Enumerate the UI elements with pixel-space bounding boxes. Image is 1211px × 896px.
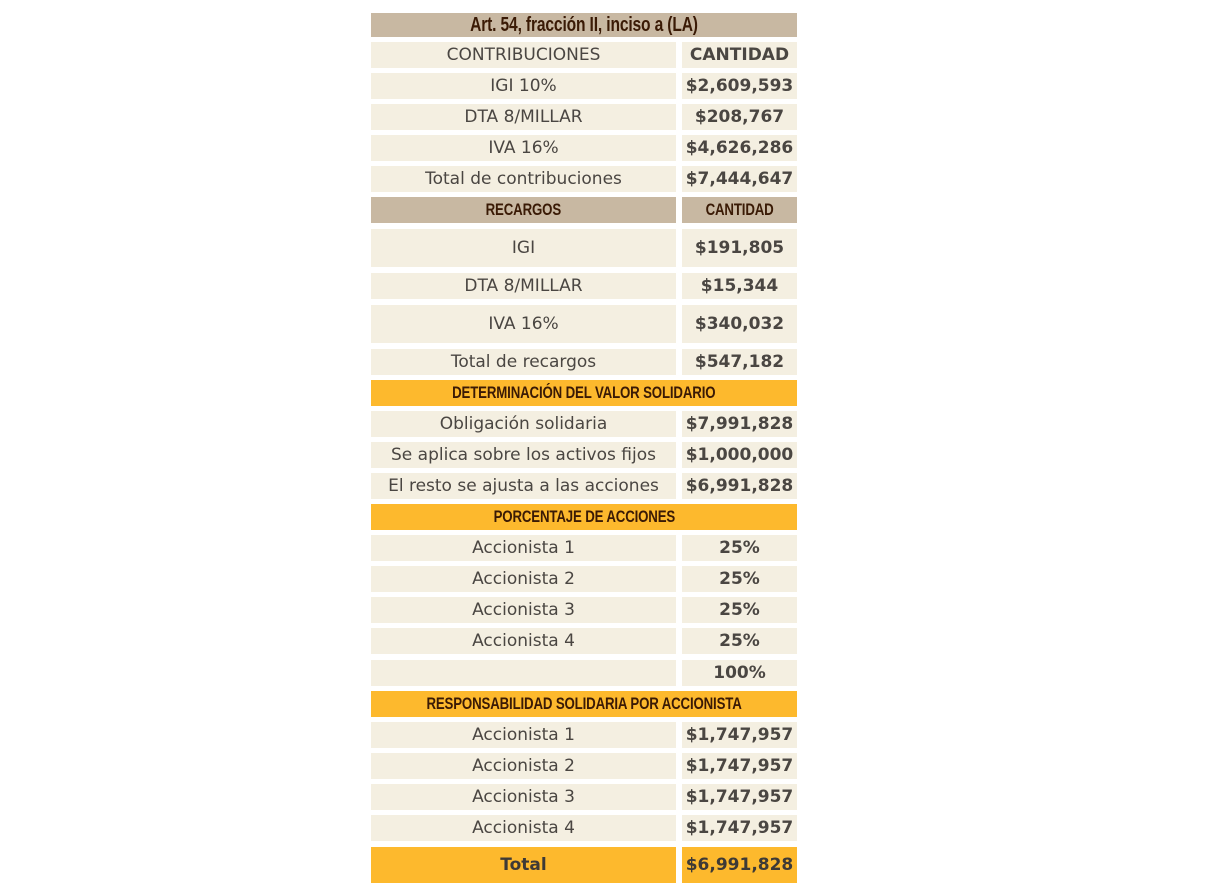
row-value: $4,626,286 (685, 138, 794, 158)
table-row (371, 273, 797, 299)
total-label: Total (500, 855, 547, 875)
row-label: Accionista 2 (472, 756, 575, 776)
recargos-header-label: RECARGOS (485, 200, 562, 219)
row-value: $340,032 (694, 314, 785, 334)
table-row (371, 73, 797, 99)
table-row (371, 722, 797, 748)
table-row (371, 104, 797, 130)
table-row (371, 753, 797, 779)
responsabilidad-header-row (371, 691, 797, 717)
row-value: $191,805 (694, 238, 785, 258)
responsabilidad-header: RESPONSABILIDAD SOLIDARIA POR ACCIONISTA (426, 694, 742, 713)
row-label: Total de contribuciones (425, 169, 622, 189)
row-value: $6,991,828 (685, 476, 794, 496)
table-row (371, 784, 797, 810)
row-value: $7,991,828 (685, 414, 794, 434)
row-value: 25% (719, 631, 760, 651)
row-value: 25% (719, 569, 760, 589)
table-row (371, 815, 797, 841)
row-label: Se aplica sobre los activos fijos (391, 445, 656, 465)
table-row (371, 628, 797, 654)
row-value: $2,609,593 (685, 76, 794, 96)
row-label: IVA 16% (488, 138, 559, 158)
contribuciones-header-row (371, 42, 797, 68)
table-row (371, 305, 797, 343)
row-label: Accionista 2 (472, 569, 575, 589)
total-value: $6,991,828 (685, 855, 794, 875)
row-label: Accionista 4 (472, 818, 575, 838)
row-label: IGI 10% (490, 76, 557, 96)
table-row (371, 473, 797, 499)
table-row (371, 442, 797, 468)
table-row (371, 660, 797, 686)
table-row (371, 535, 797, 561)
row-value: $1,747,957 (685, 756, 794, 776)
row-value: 100% (713, 663, 766, 683)
row-value: 25% (719, 538, 760, 558)
total-row (371, 847, 797, 883)
row-value: $1,000,000 (685, 445, 794, 465)
row-label: Accionista 4 (472, 631, 575, 651)
table-row (371, 166, 797, 192)
row-value: $7,444,647 (685, 169, 794, 189)
table-title: Art. 54, fracción II, inciso a (LA) (470, 13, 698, 36)
row-value: $1,747,957 (685, 818, 794, 838)
row-value: $208,767 (694, 107, 785, 127)
row-value: 25% (719, 600, 760, 620)
row-label: DTA 8/MILLAR (464, 107, 583, 127)
row-label: Accionista 3 (472, 787, 575, 807)
row-value: $1,747,957 (685, 725, 794, 745)
contribuciones-header-label: CONTRIBUCIONES (446, 45, 601, 65)
table-row (371, 566, 797, 592)
porcentaje-header: PORCENTAJE DE ACCIONES (493, 507, 675, 526)
table-row (371, 229, 797, 267)
row-label: Total de recargos (450, 352, 597, 372)
row-label: Accionista 3 (472, 600, 575, 620)
row-value: $15,344 (700, 276, 779, 296)
valor-solidario-header: DETERMINACIÓN DEL VALOR SOLIDARIO (452, 383, 716, 402)
table-row (371, 349, 797, 375)
contribuciones-header-amount: CANTIDAD (689, 45, 790, 65)
row-label: Accionista 1 (472, 538, 575, 558)
valor-solidario-header-row (371, 380, 797, 406)
porcentaje-header-row (371, 504, 797, 530)
recargos-header-amount: CANTIDAD (705, 200, 774, 219)
table-row (371, 411, 797, 437)
row-label: El resto se ajusta a las acciones (388, 476, 659, 496)
row-label: IGI (511, 238, 536, 258)
table-title-row (371, 13, 797, 37)
recargos-header-row (371, 197, 797, 223)
row-label: IVA 16% (488, 314, 559, 334)
row-label: DTA 8/MILLAR (464, 276, 583, 296)
table-row (371, 135, 797, 161)
row-value: $1,747,957 (685, 787, 794, 807)
row-label: Obligación solidaria (439, 414, 608, 434)
row-label: Accionista 1 (472, 725, 575, 745)
table-row (371, 597, 797, 623)
row-value: $547,182 (694, 352, 785, 372)
